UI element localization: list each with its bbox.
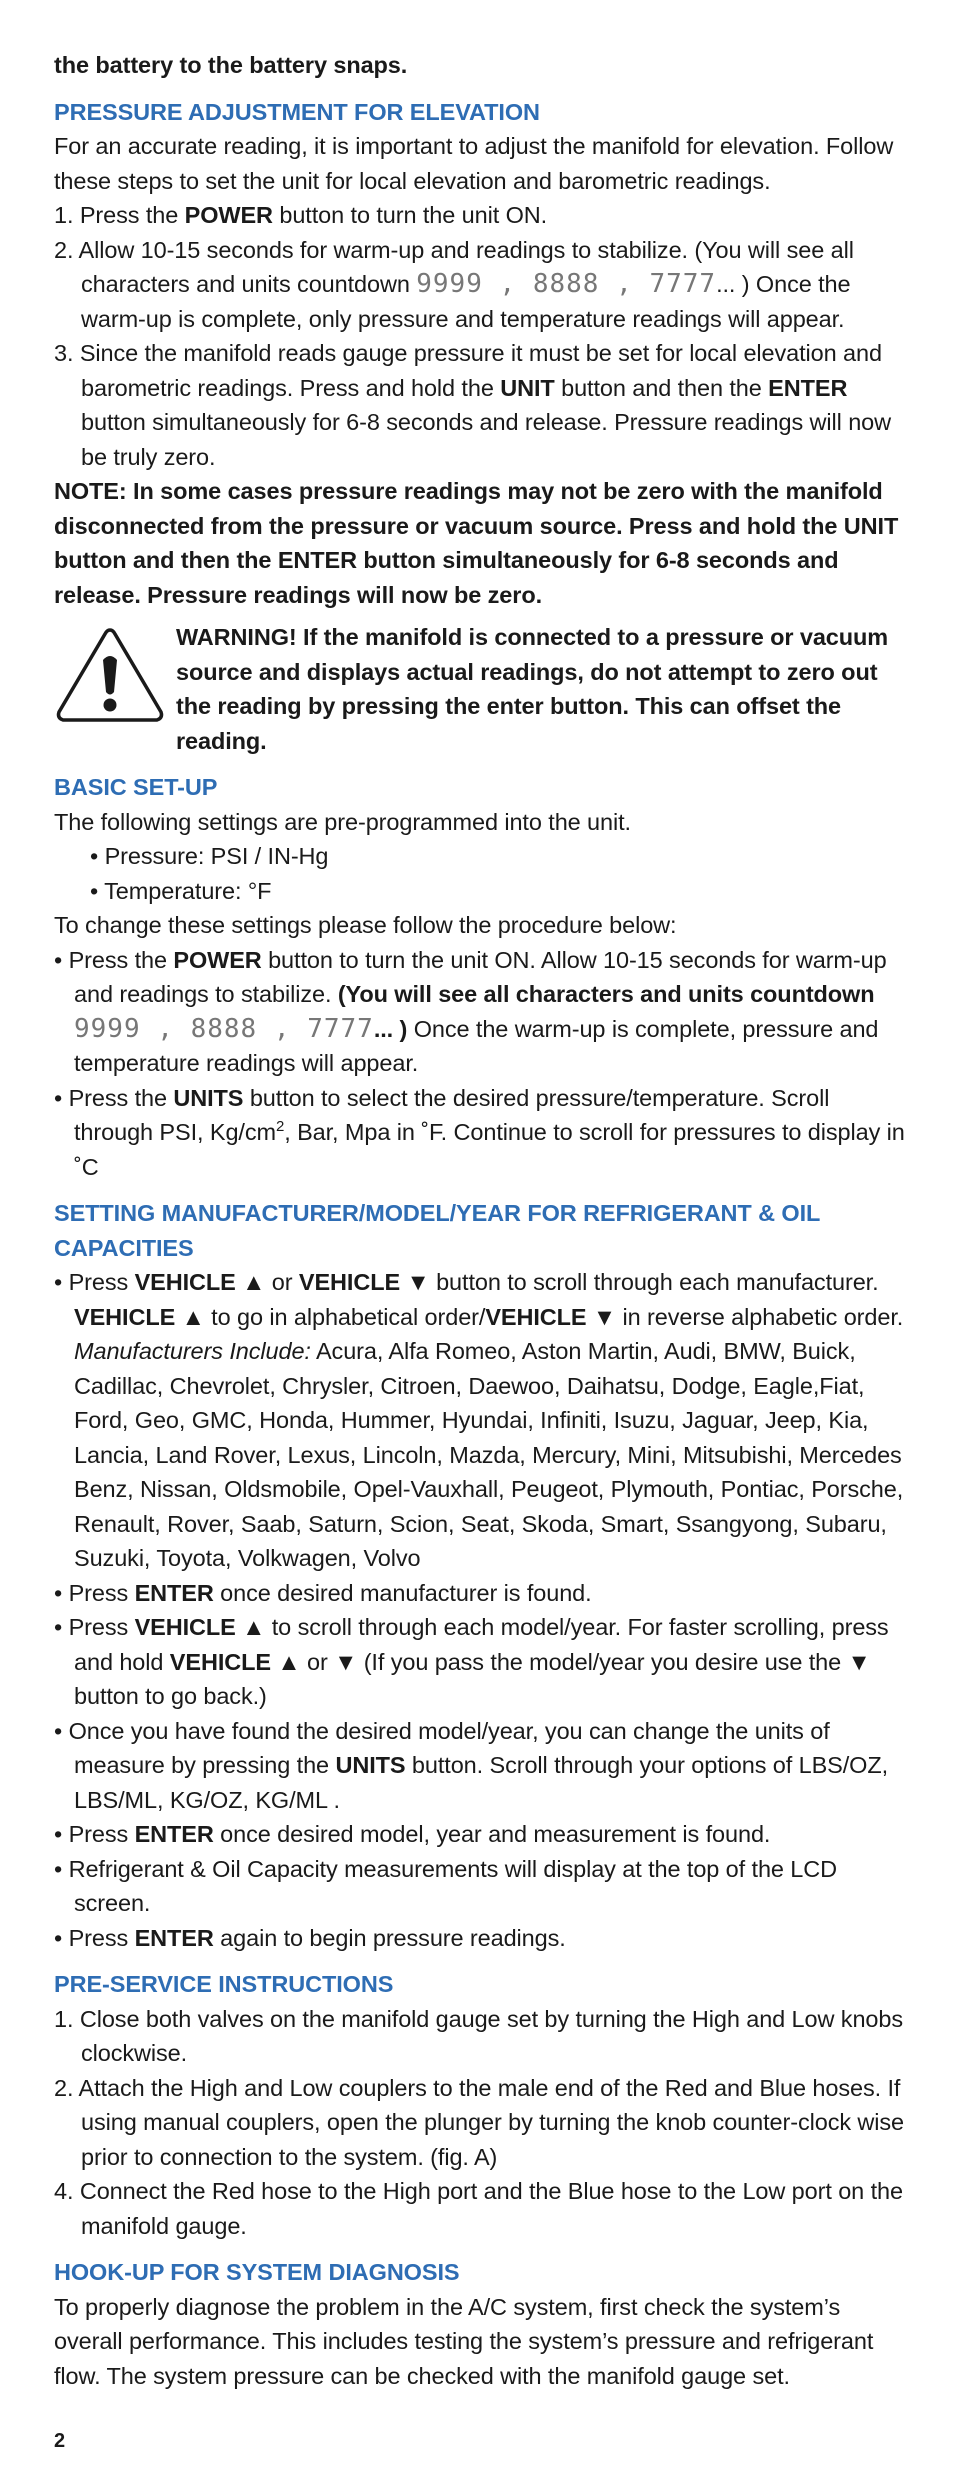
basic-setup-steps [54,943,914,1185]
note-paragraph: NOTE: In some cases pressure readings may not be zero with the manifold disconnected from the pressure or vacuum source. Press and hold the UNIT button and then the ENTER button simultaneously for 6-8 seconds and release. Pressure readings will now be zero. [54,478,899,608]
hook-up-text: To properly diagnose the problem in the A/C system, first check the system’s overall performance. This includes testing the system’s pressure and refrigerant flow. The system pressure can be checked with the manifold gauge set. [54,2293,874,2389]
default-settings-list [54,839,914,908]
pre-service-step-2: 2. Attach the High and Low couplers to the male end of the Red and Blue hoses. If using manual couplers, open the plunger by turning the knob counter-clock wise prior to connection to the system. (fig. A) [54,2074,905,2170]
default-setting-pressure: • Pressure: PSI / IN-Hg [90,843,329,869]
pressure-intro: For an accurate reading, it is important to adjust the manifold for elevation. Follow these steps to set the unit for local elevation and barometric readings. [54,133,894,194]
pressure-steps [54,198,914,474]
countdown-display: 9999 , 8888 , 7777 [416,269,717,299]
basic-step-units: • Press the UNITS button to select the desired pressure/temperature. Scroll through PSI, $Kg/cm^2$, Bar, Mpa in ˚F. Continue to scroll for pressures to display in ˚C [54,1084,905,1180]
pre-service-steps [54,2002,914,2244]
pressure-step-1: 1. Press the POWER button to turn the unit ON. [54,202,548,228]
warning-block [54,620,914,758]
change-settings-intro: To change these settings please follow the procedure below: [54,912,677,938]
vehicle-step-display: • Refrigerant & Oil Capacity measurements will display at the top of the LCD screen. [54,1855,838,1916]
pre-service-step-4: 4. Connect the Red hose to the High port and the Blue hose to the Low port on the manifold gauge. [54,2178,903,2239]
continued-text: the battery to the battery snaps. [54,52,408,78]
pressure-step-3: 3. Since the manifold reads gauge pressure it must be set for local elevation and barometric readings. Press and hold the UNIT button and then the ENTER button simultaneously for 6-8 seconds and release. Pressure readings will now be truly zero. [54,340,892,470]
warning-triangle-icon [54,620,176,734]
vehicle-step-model-year: • Press VEHICLE ▲ to scroll through each model/year. For faster scrolling, press and hold VEHICLE ▲ or ▼ (If you pass the model/year you desire use the ▼ button to go back.) [54,1614,889,1709]
basic-step-power: • Press the POWER button to turn the unit ON. Allow 10-15 seconds for warm-up and readings to stabilize. (You will see all characters and units countdown 9999 , 8888 , 7777... ) Once the warm-up is complete, pressure and temperature readings will appear. [54,946,887,1076]
section-heading-basic-setup: BASIC SET-UP [54,774,218,800]
vehicle-step-enter-manufacturer: • Press ENTER once desired manufacturer is found. [54,1579,592,1606]
warning-text: WARNING! If the manifold is connected to a pressure or vacuum source and displays actual readings, do not attempt to zero out the reading by pressing the enter button. This can offset the reading. [176,624,889,754]
vehicle-steps [54,1265,914,1955]
countdown-display: 9999 , 8888 , 7777 [74,1013,374,1044]
section-heading-pressure-adjustment: PRESSURE ADJUSTMENT FOR ELEVATION [54,98,540,125]
section-heading-pre-service: PRE-SERVICE INSTRUCTIONS [54,1971,394,1997]
section-heading-vehicle: SETTING MANUFACTURER/MODEL/YEAR FOR REFRIGERANT & OIL CAPACITIES [54,1200,820,1261]
vehicle-step-units: • Once you have found the desired model/year, you can change the units of measure by pressing the UNITS button. Scroll through your options of LBS/OZ, LBS/ML, KG/OZ, KG/ML . [54,1717,889,1813]
vehicle-step-begin: • Press ENTER again to begin pressure readings. [54,1924,566,1951]
pressure-step-2: 2. Allow 10-15 seconds for warm-up and readings to stabilize. (You will see all characters and units countdown 9999 , 8888 , 7777... ) Once the warm-up is complete, only pressure and temperature readings will appear. [54,236,854,332]
default-setting-temperature: • Temperature: °F [90,877,272,904]
basic-intro: The following settings are pre-programmed into the unit. [54,808,631,835]
pre-service-step-1: 1. Close both valves on the manifold gauge set by turning the High and Low knobs clockwise. [54,2005,904,2066]
page-number: 2 [54,2430,66,2452]
vehicle-step-enter-model: • Press ENTER once desired model, year and measurement is found. [54,1821,771,1847]
section-heading-hook-up: HOOK-UP FOR SYSTEM DIAGNOSIS [54,2259,460,2285]
vehicle-step-scroll: • Press VEHICLE ▲ or VEHICLE ▼ button to scroll through each manufacturer. VEHICLE ▲ to go in alphabetical order/VEHICLE ▼ in reverse alphabetic order. Manufacturers Include: Acura, Alfa Romeo, Aston Martin, Audi, BMW, Buick, Cadillac, Chevrolet, Chrysler, Citroen, Daewoo, Daihatsu, Dodge, Eagle,Fiat, Ford, Geo, GMC, Honda, Hummer, Hyundai, Infiniti, Isuzu, Jaguar, Jeep, Kia, Lancia, Land Rover, Lexus, Lincoln, Mazda, Mercury, Mini, Mitsubishi, Mercedes Benz, Nissan, Oldsmobile, Opel-Vauxhall, Peugeot, Plymouth, Pontiac, Porsche, Renault, Rover, Saab, Saturn, Scion, Seat, Skoda, Smart, Ssangyong, Subaru, Suzuki, Toyota, Volkwagen, Volvo [54,1269,904,1571]
manual-page [54,48,914,2393]
